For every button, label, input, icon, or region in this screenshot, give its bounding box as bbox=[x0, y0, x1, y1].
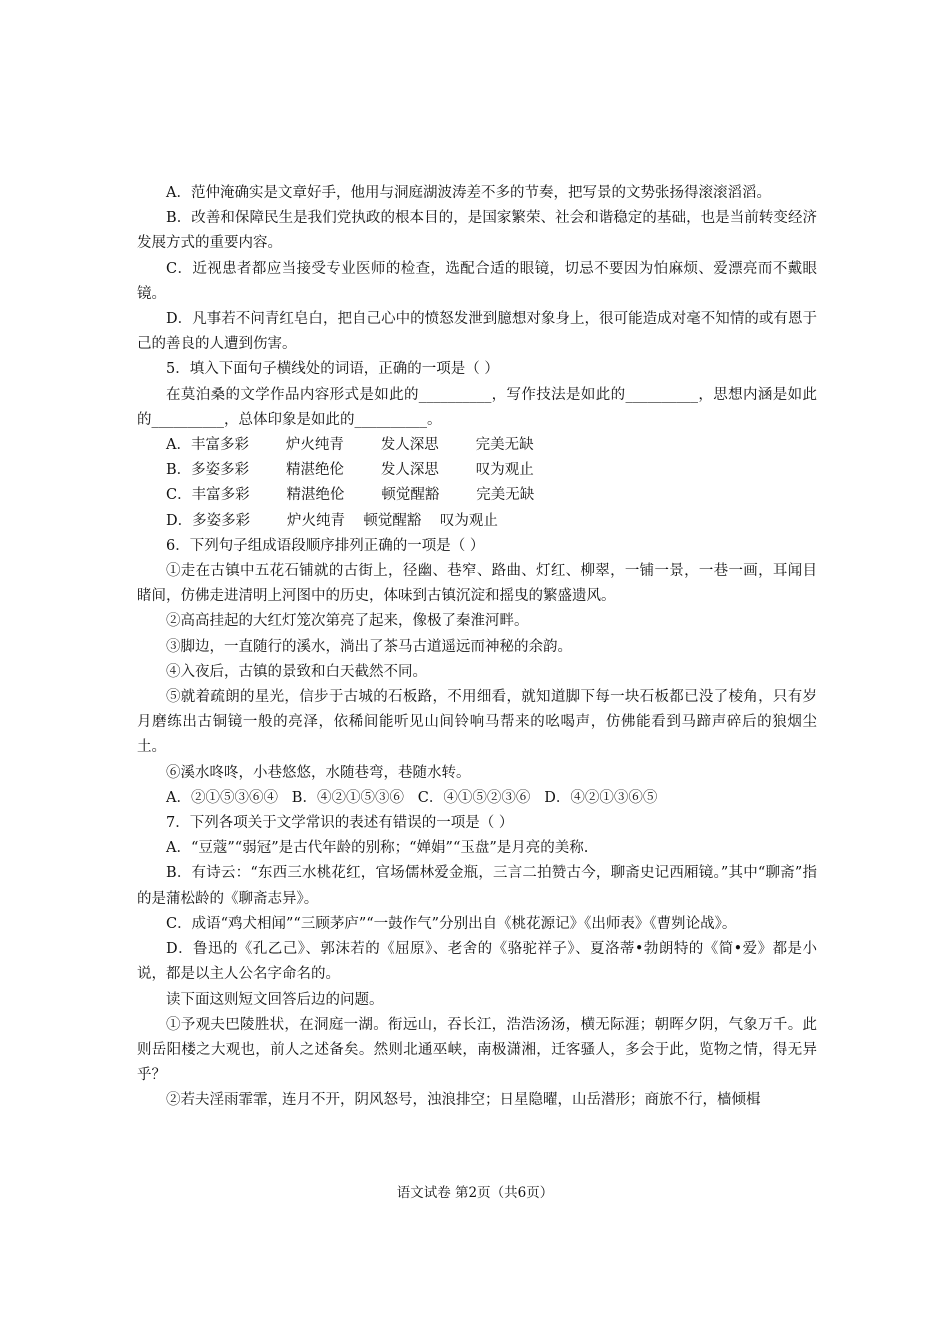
q4-option-d: D．凡事若不问青红皂白，把自己心中的愤怒发泄到臆想对象身上，很可能造成对毫不知情的或有恩于己的善良的人遭到伤害。 bbox=[137, 311, 817, 353]
reading-paragraph-2: ②若夫淫雨霏霏，连月不开，阴风怒号，浊浪排空；日星隐曜，山岳潜形；商旅不行，樯倾楫 bbox=[166, 1092, 761, 1109]
q5-option-b: B．多姿多彩 精湛绝伦 发人深思 叹为观止 bbox=[166, 462, 534, 479]
reading-intro: 读下面这则短文回答后边的问题。 bbox=[166, 991, 384, 1008]
q6-item-4: ④入夜后，古镇的景致和白天截然不同。 bbox=[166, 663, 427, 680]
q5-option-c: C．丰富多彩 精湛绝伦 顿觉醒豁 完美无缺 bbox=[166, 487, 535, 504]
q4-option-c: C．近视患者都应当接受专业医师的检查，选配合适的眼镜，切忌不要因为怕麻烦、爱漂亮而不戴眼镜。 bbox=[137, 260, 817, 302]
q5-sentence: 在莫泊桑的文学作品内容形式是如此的__________，写作技法是如此的__________，思想内涵是如此的__________，总体印象是如此的__________。 bbox=[137, 386, 817, 428]
q6-item-1: ①走在古镇中五花石铺就的古街上，径幽、巷窄、路曲、灯红、柳翠，一铺一景，一巷一画，耳闻目睹间，仿佛走进清明上河图中的历史，体味到古镇沉淀和摇曳的繁盛遗风。 bbox=[137, 563, 817, 605]
q7-option-d: D．鲁迅的《孔乙己》、郭沫若的《屈原》、老舍的《骆驼祥子》、夏洛蒂•勃朗特的《简•爱》都是小说，都是以主人公名字命名的。 bbox=[137, 941, 817, 983]
q5-stem: 5．填入下面句子横线处的词语，正确的一项是（ ） bbox=[166, 361, 499, 378]
q7-stem: 7．下列各项关于文学常识的表述有错误的一项是（ ） bbox=[166, 815, 514, 832]
reading-paragraph-1: ①予观夫巴陵胜状，在洞庭一湖。衔远山，吞长江，浩浩汤汤，横无际涯；朝晖夕阴，气象万千。此则岳阳楼之大观也，前人之述备矣。然则北通巫峡，南极潇湘，迁客骚人，多会于此，览物之情，得无异乎？ bbox=[137, 1016, 817, 1084]
q7-option-a: A．“豆蔻”“弱冠”是古代年龄的别称；“婵娟”“玉盘”是月亮的美称. bbox=[166, 840, 589, 857]
page-content bbox=[137, 181, 817, 1114]
q7-option-b: B．有诗云：“东西三水桃花红，官场儒林爱金瓶，三言二拍赞古今，聊斋史记西厢镜。”其中“聊斋”指的是蒲松龄的《聊斋志异》。 bbox=[137, 865, 817, 907]
q6-item-5: ⑤就着疏朗的星光，信步于古城的石板路，不用细看，就知道脚下每一块石板都已没了棱角，只有岁月磨练出古铜镜一般的亮泽，依稀间能听见山间铃响马帮来的吆喝声，仿佛能看到马蹄声碎后的狼烟尘土。 bbox=[137, 689, 817, 756]
q6-options: A．②①⑤③⑥④ B．④②①⑤③⑥ C．④①⑤②③⑥ D．④②①③⑥⑤ bbox=[166, 789, 658, 806]
q5-option-a: A．丰富多彩 炉火纯青 发人深思 完美无缺 bbox=[166, 437, 534, 454]
q6-item-2: ②高高挂起的大红灯笼次第亮了起来，像极了秦淮河畔。 bbox=[166, 613, 529, 630]
q7-option-c: C．成语“鸡犬相闻”“三顾茅庐”“一鼓作气”分别出自《桃花源记》《出师表》《曹刿论战》。 bbox=[166, 915, 737, 932]
q5-option-d: D．多姿多彩 炉火纯青 顿觉醒豁 叹为观止 bbox=[166, 512, 498, 529]
q6-stem: 6．下列句子组成语段顺序排列正确的一项是（ ） bbox=[166, 537, 485, 554]
q6-item-6: ⑥溪水咚咚，小巷悠悠，水随巷弯，巷随水转。 bbox=[166, 764, 471, 781]
q4-option-a: A．范仲淹确实是文章好手，他用与洞庭湖波涛差不多的节奏，把写景的文势张扬得滚滚滔滔。 bbox=[166, 185, 771, 201]
q4-option-b: B．改善和保障民生是我们党执政的根本目的，是国家繁荣、社会和谐稳定的基础，也是当前转变经济发展方式的重要内容。 bbox=[137, 210, 817, 252]
q6-item-3: ③脚边，一直随行的溪水，淌出了茶马古道遥远而神秘的余韵。 bbox=[166, 638, 572, 655]
page-footer: 语文试卷 第2页（共6页） bbox=[396, 1185, 554, 1201]
